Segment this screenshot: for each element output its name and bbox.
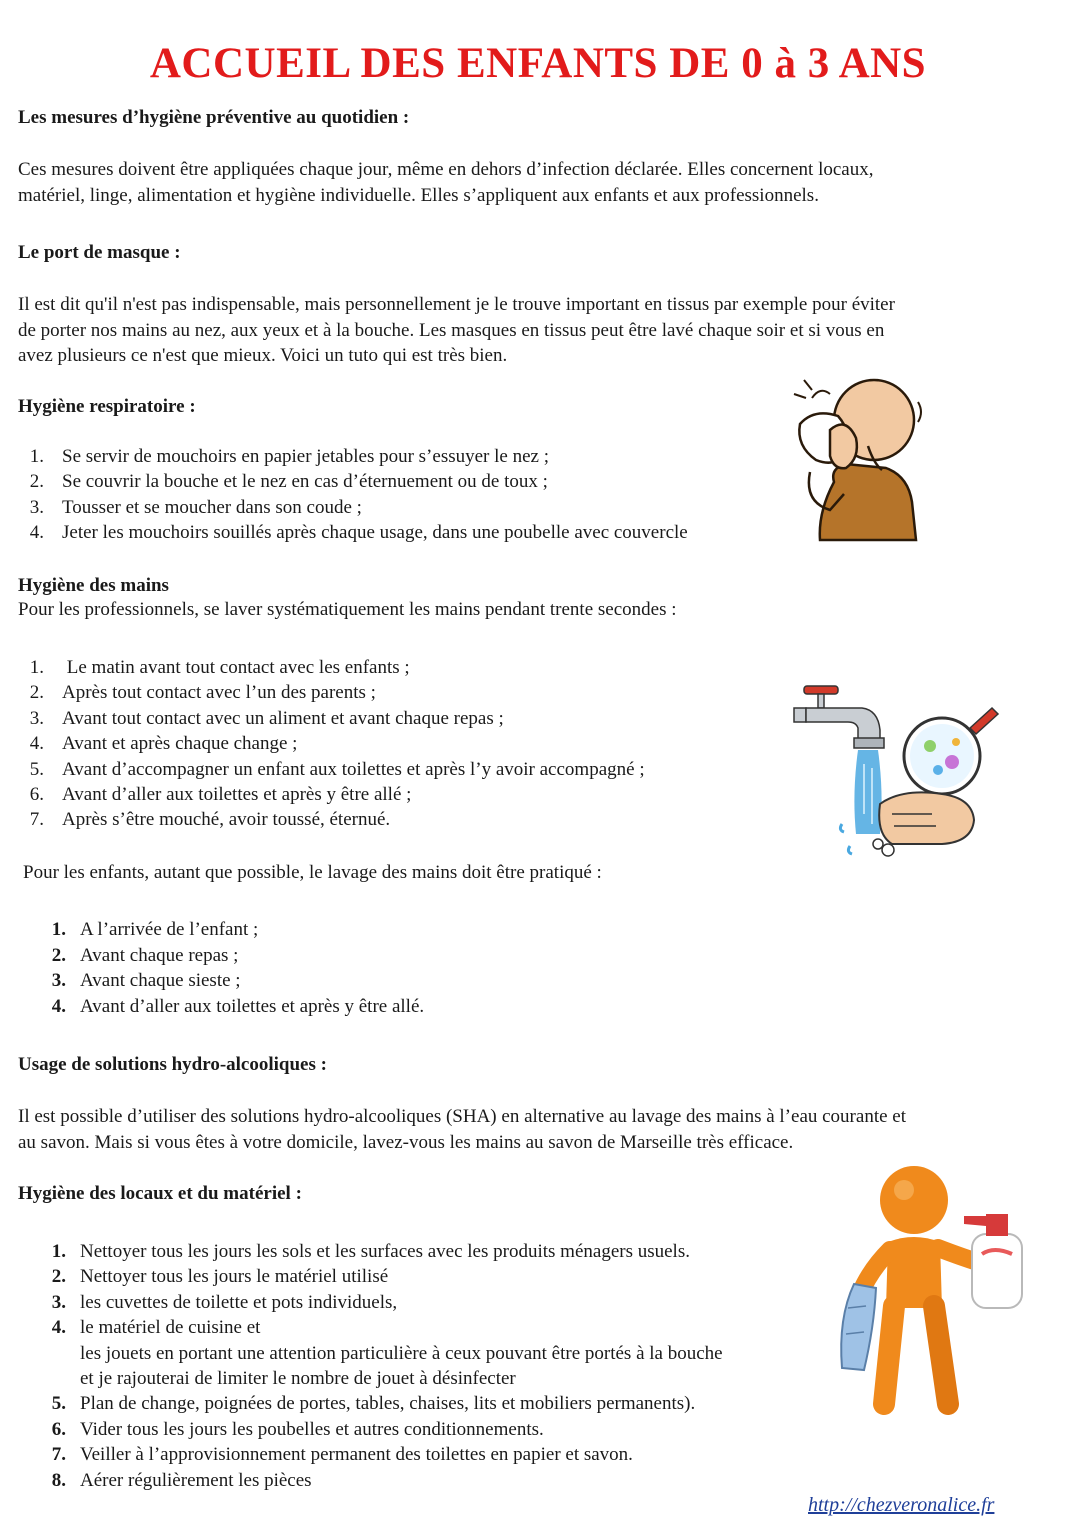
- text-line: matériel, linge, alimentation et hygiène individuelle. Elles s’appliquent aux enfants et aux professionnels.: [18, 184, 819, 206]
- text-line: avez plusieurs ce n'est que mieux. Voici un tuto qui est très bien.: [18, 345, 508, 366]
- list-item: 7. Après s’être mouché, avoir toussé, éternué.: [29, 809, 391, 831]
- paragraph-hygiene-preventive: [18, 157, 1058, 208]
- list-item: 3. les cuvettes de toilette et pots individuels,: [51, 1291, 398, 1313]
- heading-port-de-masque: Le port de masque :: [18, 242, 181, 263]
- list-item: 5. Avant d’accompagner un enfant aux toilettes et après l’y avoir accompagné ;: [29, 758, 645, 780]
- list-item: 2. Se couvrir la bouche et le nez en cas d’éternuement ou de toux ;: [29, 471, 548, 493]
- sneezing-person-illustration: [790, 372, 930, 544]
- list-item: 1. A l’arrivée de l’enfant ;: [51, 919, 259, 940]
- list-item: 1. Le matin avant tout contact avec les enfants ;: [29, 657, 410, 678]
- footer-link[interactable]: http://chezveronalice.fr: [808, 1494, 995, 1516]
- list-item: 6. Vider tous les jours les poubelles et autres conditionnements.: [51, 1418, 544, 1440]
- list-item: 4. Avant et après chaque change ;: [29, 733, 298, 755]
- heading-hygiene-preventive: Les mesures d’hygiène préventive au quotidien :: [18, 107, 410, 128]
- text-line: au savon. Mais si vous êtes à votre domicile, lavez-vous les mains au savon de Marseille très efficace.: [18, 1131, 794, 1153]
- list-lavage-enfants: [48, 918, 424, 1020]
- list-item: 3. Tousser et se moucher dans son coude ;: [29, 496, 362, 518]
- heading-solutions-hydro-alcooliques: Usage de solutions hydro-alcooliques :: [18, 1054, 327, 1075]
- list-item: 7. Veiller à l’approvisionnement permanent des toilettes en papier et savon.: [51, 1444, 633, 1466]
- heading-hygiene-respiratoire: Hygiène respiratoire :: [18, 396, 196, 417]
- list-item: 4. le matériel de cuisine et: [51, 1317, 261, 1339]
- heading-hygiene-locaux: Hygiène des locaux et du matériel :: [18, 1183, 302, 1204]
- list-item: les jouets en portant une attention particulière à ceux pouvant être portés à la bouche: [80, 1342, 723, 1364]
- list-hygiene-locaux: [48, 1240, 723, 1494]
- page-title: ACCUEIL DES ENFANTS DE 0 à 3 ANS: [149, 40, 927, 87]
- paragraph-solutions-hydro-alcooliques: [18, 1104, 1058, 1155]
- handwashing-illustration: [792, 684, 1002, 864]
- intro-professionnels: Pour les professionnels, se laver systématiquement les mains pendant trente secondes :: [18, 599, 677, 620]
- cleaning-figure-illustration: [834, 1158, 1034, 1418]
- text-line: Il est possible d’utiliser des solutions hydro-alcooliques (SHA) en alternative au lavage des mains à l’eau courante et: [18, 1106, 906, 1127]
- list-lavage-professionnels: [18, 656, 645, 834]
- list-item: 1. Nettoyer tous les jours les sols et les surfaces avec les produits ménagers usuels.: [51, 1241, 690, 1262]
- list-item: 4. Avant d’aller aux toilettes et après y être allé.: [51, 995, 425, 1017]
- list-item: 4. Jeter les mouchoirs souillés après chaque usage, dans une poubelle avec couvercle: [29, 521, 688, 543]
- list-hygiene-respiratoire: [18, 445, 688, 546]
- paragraph-port-de-masque: [18, 292, 1058, 369]
- text-line: Ces mesures doivent être appliquées chaque jour, même en dehors d’infection déclarée. Elles concernent locaux,: [18, 159, 874, 180]
- list-item: 2. Avant chaque repas ;: [51, 944, 239, 966]
- list-item: 1. Se servir de mouchoirs en papier jetables pour s’essuyer le nez ;: [29, 446, 549, 467]
- text-line: de porter nos mains au nez, aux yeux et à la bouche. Les masques en tissus peut être lavé chaque soir et si vous en: [18, 319, 885, 341]
- intro-enfants: Pour les enfants, autant que possible, le lavage des mains doit être pratiqué :: [23, 862, 602, 883]
- heading-hygiene-des-mains: Hygiène des mains: [18, 575, 169, 596]
- text-line: Il est dit qu'il n'est pas indispensable, mais personnellement je le trouve important en tissus par exemple pour éviter: [18, 294, 895, 315]
- list-item: 3. Avant chaque sieste ;: [51, 970, 241, 991]
- list-item: 5. Plan de change, poignées de portes, tables, chaises, lits et mobiliers permanents).: [51, 1393, 696, 1415]
- list-item: 8. Aérer régulièrement les pièces: [51, 1469, 312, 1491]
- list-item: 3. Avant tout contact avec un aliment et avant chaque repas ;: [29, 707, 504, 729]
- list-item: et je rajouterai de limiter le nombre de jouet à désinfecter: [80, 1367, 516, 1389]
- list-item: 6. Avant d’aller aux toilettes et après y être allé ;: [29, 783, 412, 805]
- list-item: 2. Après tout contact avec l’un des parents ;: [29, 682, 376, 704]
- list-item: 2. Nettoyer tous les jours le matériel utilisé: [51, 1266, 389, 1288]
